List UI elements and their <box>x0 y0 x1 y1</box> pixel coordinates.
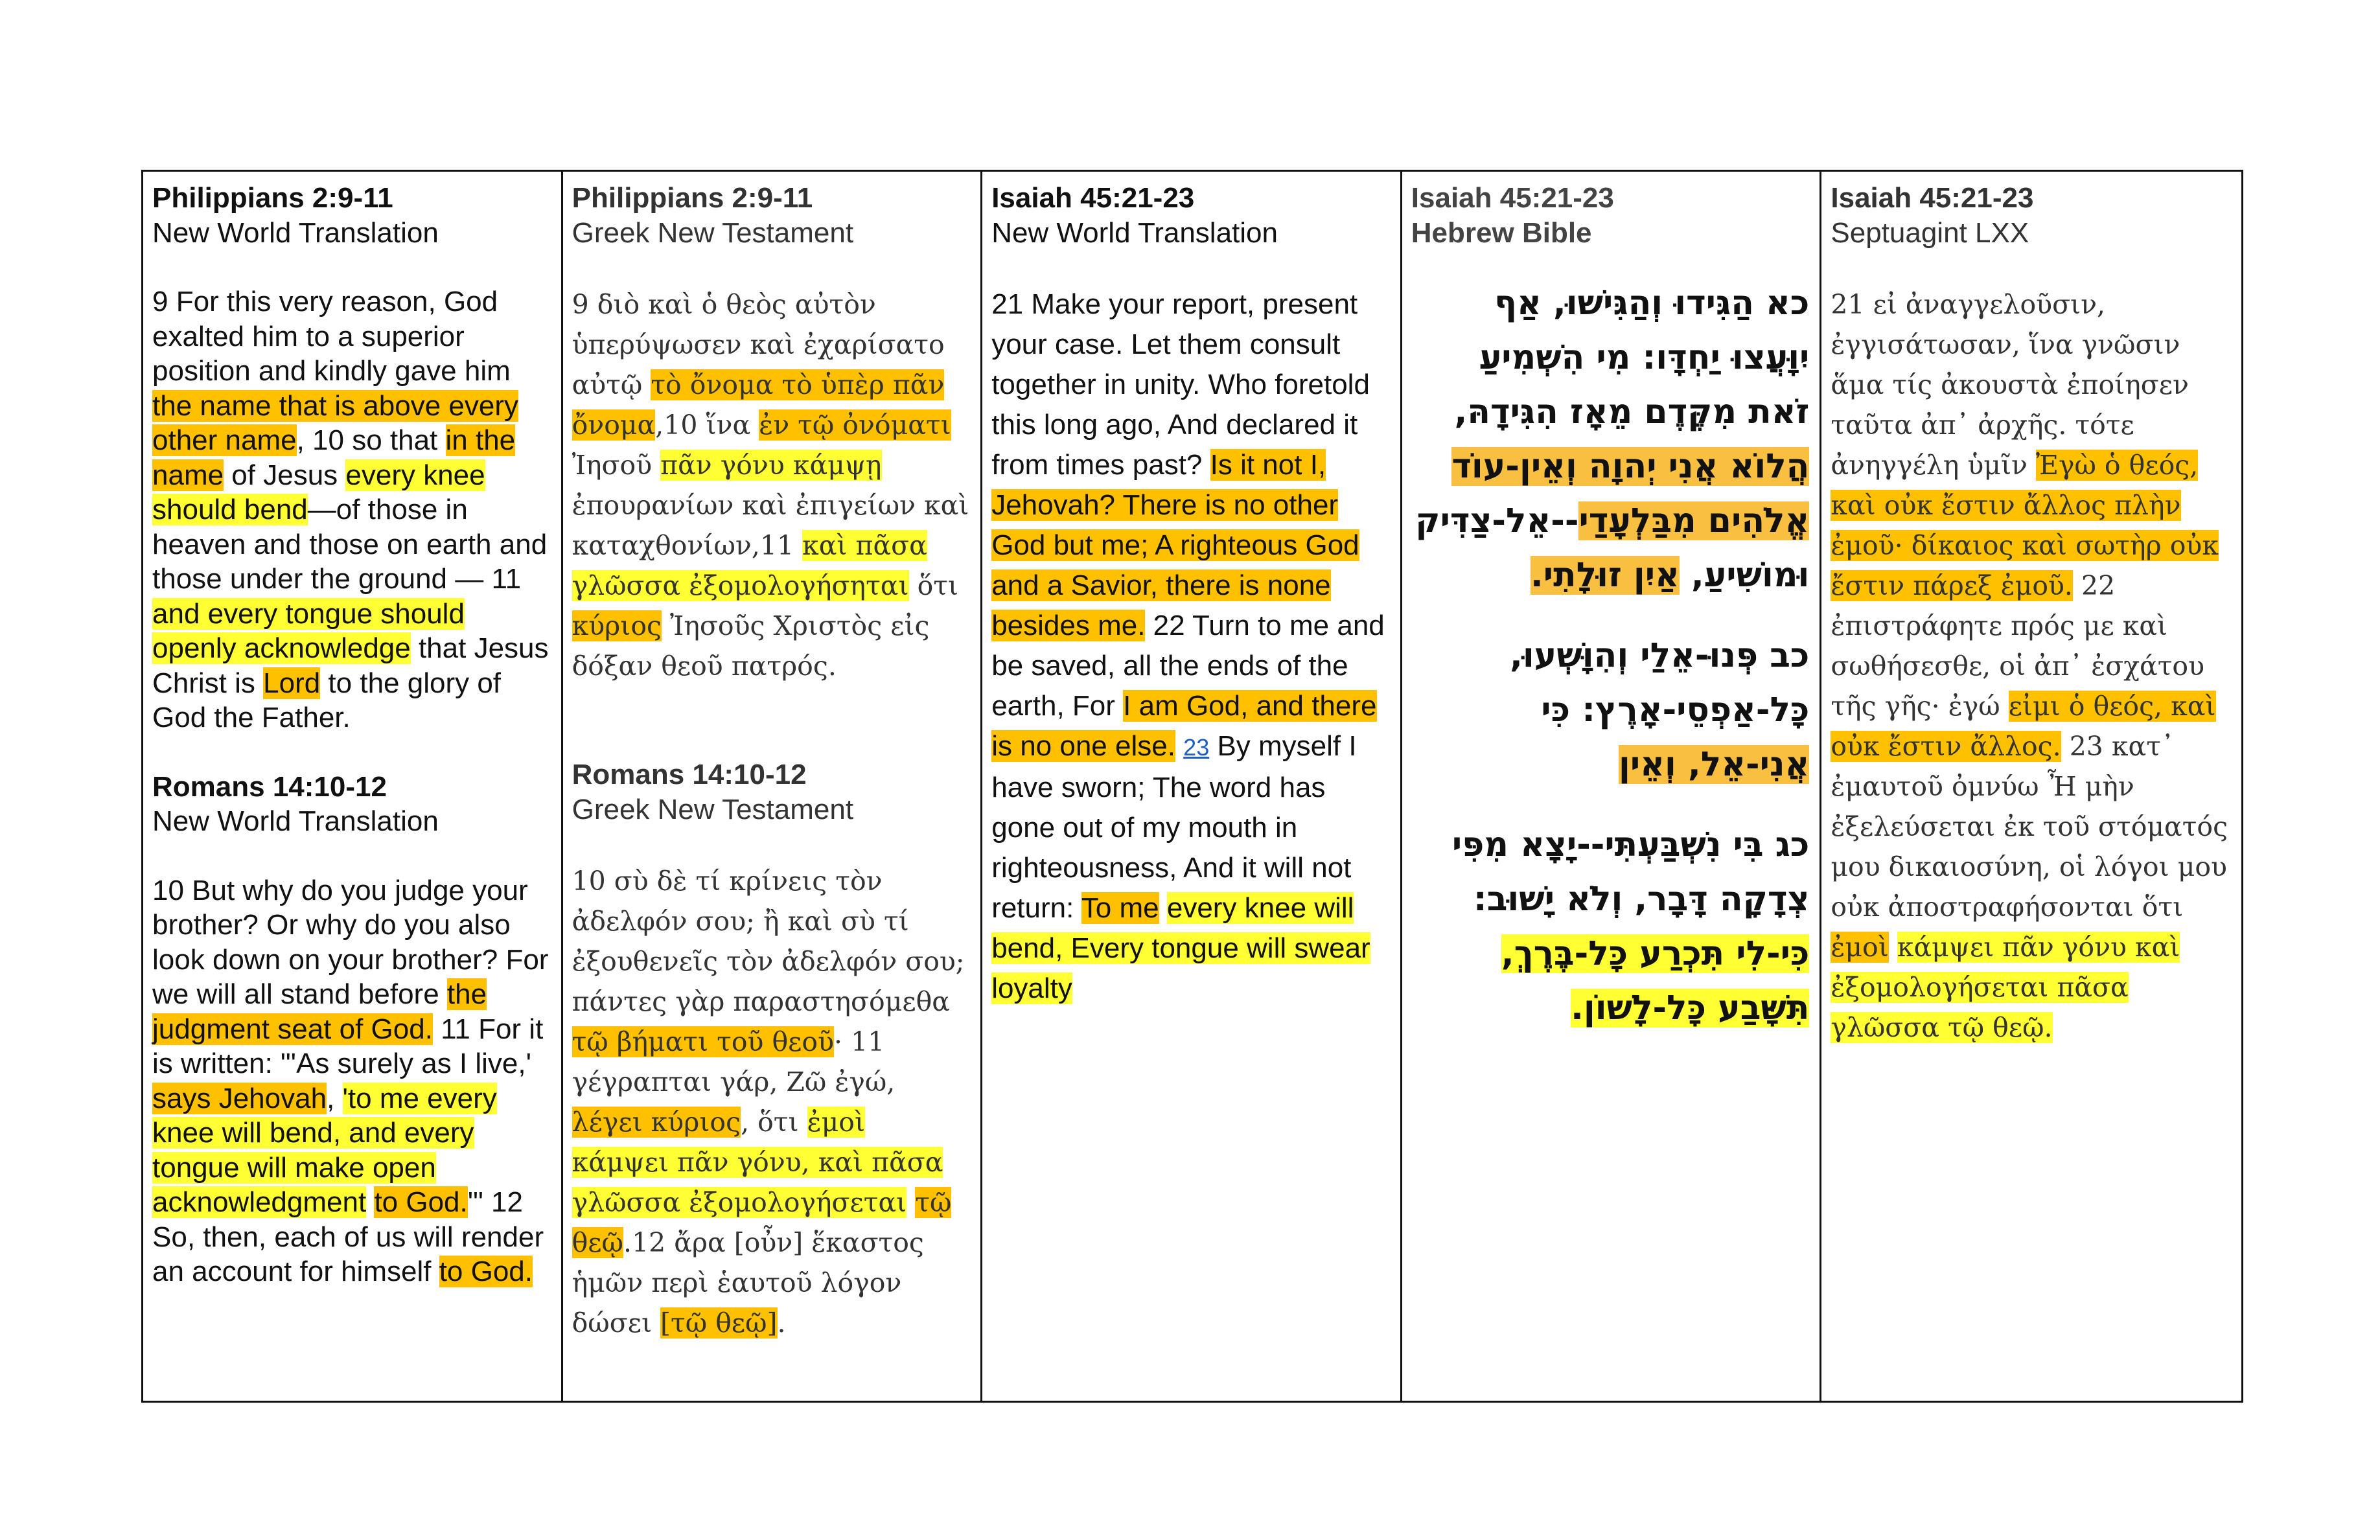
highlight-orange: τῷ θεῷ <box>572 1187 952 1258</box>
highlight-yellow: every knee should bend <box>152 459 485 525</box>
text-span: Ἰησοῦς Χριστὸς εἰς δόξαν θεοῦ πατρός. <box>572 610 930 682</box>
highlight-orange: ἐν τῷ ὀνόματι <box>759 409 951 441</box>
highlight-yellow: כִּי-לִי תִּכְרַע כָּל-בֶּרֶךְ, תִּשָּׁבַע כָּל-לָשׁוֹן. <box>1501 934 1810 1028</box>
passage-text <box>1411 818 1810 1035</box>
highlight-orange: Lord <box>263 667 321 699</box>
translation-name: New World Translation <box>991 216 1278 249</box>
text-span: 11 For it is written: "'As surely as I live,' <box>152 1013 544 1079</box>
reference-heading: Isaiah 45:21-23 <box>991 182 1195 214</box>
column-philippians-nwt <box>143 172 563 1401</box>
highlight-orange: says Jehovah <box>152 1082 327 1114</box>
translation-name: Greek New Testament <box>572 216 854 249</box>
passage-text <box>1411 628 1810 792</box>
text-span: 10 σὺ δὲ τί κρίνεις τὸν ἀδελφόν σου; ἢ καὶ σὺ τί ἐξουθενεῖς τὸν ἀδελφόν σου; πάντες γὰρ παραστησόμεθα <box>572 866 965 1017</box>
translation-name: Greek New Testament <box>572 793 854 825</box>
text-span: , ὅτι <box>741 1107 807 1138</box>
text-span: 22 Turn to me and be saved, all the ends of the earth, For <box>991 610 1385 722</box>
text-span: of Jesus <box>224 459 346 491</box>
text-span: כא הַגִּידוּ וְהַגִּישׁוּ, אַף יִוָּעֲצוּ יַחְדָּו: מִי הִשְׁמִיעַ זֹאת מִקֶּדֶם מֵאָז הִגִּידָהּ, <box>1454 284 1810 431</box>
highlight-orange: the name that is above every other name <box>152 389 518 456</box>
highlight-orange: in the name <box>152 424 516 491</box>
highlight-orange: τῷ βήματι τοῦ θεοῦ <box>572 1026 834 1057</box>
verse-23-link[interactable]: 23 <box>1183 734 1210 761</box>
text-span: Ἰησοῦ <box>572 450 661 481</box>
passage-text <box>152 284 551 735</box>
highlight-orange: Ἐγὼ ὁ θεός, καὶ οὐκ ἔστιν ἄλλος πλὴν ἐμοῦ· δίκαιος καὶ σωτὴρ οὐκ ἔστιν πάρεξ ἐμοῦ. <box>1831 450 2219 601</box>
text-span: 22 ἐπιστράφητε πρός με καὶ σωθήσεσθε, οἱ ἀπ᾽ ἐσχάτου τῆς γῆς· ἐγώ <box>1831 570 2205 722</box>
passage-text <box>991 284 1390 1009</box>
translation-name: Septuagint LXX <box>1831 216 2029 249</box>
text-span: 23 κατ᾽ ἐμαυτοῦ ὀμνύω Ἦ μὴν ἐξελεύσεται ἐκ τοῦ στόματός μου δικαιοσύνη, οἱ λόγοι μου οὐκ ἀποστραφήσονται ὅτι <box>1831 731 2228 923</box>
reference-heading: Romans 14:10-12 <box>152 770 387 803</box>
text-span: ὅτι <box>908 570 959 601</box>
passage-text <box>572 284 971 686</box>
column-isaiah-lxx <box>1821 172 2241 1401</box>
highlight-orange: the judgment seat of God. <box>152 978 487 1045</box>
highlight-orange: הֲלוֹא אֲנִי יְהוָה וְאֵין-עוֹד אֱלֹהִים מִבַּלְעָדַי <box>1451 447 1810 540</box>
comparison-table <box>141 170 2243 1403</box>
highlight-yellow: ἐμοὶ κάμψει πᾶν γόνυ, καὶ πᾶσα γλῶσσα ἐξομολογήσεται <box>572 1107 943 1218</box>
highlight-orange: [τῷ θεῷ] <box>660 1307 778 1339</box>
column-isaiah-nwt <box>982 172 1402 1401</box>
highlight-orange: To me <box>1081 892 1159 924</box>
text-span: , <box>327 1082 343 1114</box>
highlight-yellow: 'to me every knee will bend, and every tongue will make open acknowledgment <box>152 1082 497 1218</box>
highlight-yellow: every knee will bend, Every tongue will swear loyalty <box>991 892 1370 1004</box>
passage-text <box>1411 276 1810 603</box>
text-span <box>1889 932 1897 963</box>
text-span: that Jesus Christ is <box>152 632 549 699</box>
highlight-orange: אַיִן זוּלָתִי. <box>1531 556 1680 595</box>
text-span: --אֵל-צַדִּיק וּמוֹשִׁיעַ, <box>1415 501 1810 595</box>
highlight-orange: to God. <box>439 1256 533 1287</box>
passage-text <box>572 861 971 1343</box>
text-span <box>366 1186 374 1218</box>
text-span: 21 Make your report, present your case. Let them consult together in unity. Who foretold this long ago, And declared it from times past? <box>991 288 1370 481</box>
highlight-orange: I am God, and there is no one else. <box>991 690 1377 762</box>
highlight-orange: to God. <box>374 1186 468 1218</box>
highlight-orange: τὸ ὄνομα τὸ ὑπὲρ πᾶν ὄνομα <box>572 369 945 441</box>
text-span: 9 For this very reason, God exalted him to a superior position and kindly gave him <box>152 286 511 387</box>
passage-text <box>152 873 551 1289</box>
text-span <box>1159 892 1167 924</box>
passage-text <box>1831 284 2231 1048</box>
highlight-orange: εἰμι ὁ θεός, καὶ οὐκ ἔστιν ἄλλος. <box>1831 691 2216 762</box>
text-span: .12 ἄρα [οὖν] ἕκαστος ἡμῶν περὶ ἑαυτοῦ λόγον δώσει <box>572 1227 924 1339</box>
reference-heading: Philippians 2:9-11 <box>572 182 813 214</box>
highlight-yellow: πᾶν γόνυ κάμψῃ <box>660 450 882 481</box>
highlight-orange: אֲנִי-אֵל, וְאֵין <box>1619 745 1810 784</box>
text-span: —of those in heaven and those on earth and those under the ground — 11 <box>152 494 548 595</box>
reference-heading: Romans 14:10-12 <box>572 759 807 790</box>
text-span: ἐπουρανίων καὶ ἐπιγείων καὶ καταχθονίων,11 <box>572 490 969 561</box>
translation-name: New World Translation <box>152 805 439 837</box>
reference-heading: Isaiah 45:21-23 <box>1831 182 2034 214</box>
text-span: 21 εἰ ἀναγγελοῦσιν, ἐγγισάτωσαν, ἵνα γνῶσιν ἅμα τίς ἀκουστὰ ἐποίησεν ταῦτα ἀπ᾽ ἀρχῆς. τότε ἀνηγγέλη ὑμῖν <box>1831 289 2189 481</box>
highlight-yellow: καὶ πᾶσα γλῶσσα ἐξομολογήσηται <box>572 530 927 601</box>
text-span: כג בִּי נִשְׁבַּעְתִּי--יָצָא מִפִּי צְדָקָה דָּבָר, וְלֹא יָשׁוּב: <box>1451 825 1810 919</box>
highlight-yellow: and every tongue should openly acknowledge <box>152 597 465 664</box>
text-span: . <box>777 1307 786 1339</box>
column-philippians-greek <box>563 172 983 1401</box>
text-span: ,10 ἵνα <box>655 409 759 441</box>
text-span: '" 12 So, then, each of us will render an account for himself <box>152 1186 544 1287</box>
text-span: By myself I have sworn; The word has gone out of my mouth in righteousness, And it will not return: <box>991 730 1357 924</box>
translation-name: Hebrew Bible <box>1411 216 1592 249</box>
text-span: 10 But why do you judge your brother? Or why do you also look down on your brother? For we will all stand before <box>152 874 549 1010</box>
text-span: , 10 so that <box>296 424 446 456</box>
text-span: · 11 γέγραπται γάρ, Ζῶ ἐγώ, <box>572 1026 895 1098</box>
highlight-orange: λέγει κύριος <box>572 1107 741 1138</box>
translation-name: New World Translation <box>152 216 439 249</box>
column-isaiah-hebrew <box>1402 172 1822 1401</box>
highlight-orange: ἐμοὶ <box>1831 932 1889 963</box>
text-span: 9 διὸ καὶ ὁ θεὸς αὐτὸν ὑπερύψωσεν καὶ ἐχαρίσατο αὐτῷ <box>572 289 945 400</box>
text-span: כב פְּנוּ-אֵלַי וְהִוָּשְׁעוּ, כָּל-אַפְסֵי-אָרֶץ: כִּי <box>1510 636 1810 730</box>
text-span: to the glory of God the Father. <box>152 667 502 733</box>
reference-heading: Isaiah 45:21-23 <box>1411 182 1614 214</box>
highlight-orange: Is it not I, Jehovah? There is no other God but me; A righteous God and a Savior, there is none besides me. <box>991 449 1359 641</box>
highlight-yellow: κάμψει πᾶν γόνυ καὶ ἐξομολογήσεται πᾶσα γλῶσσα τῷ θεῷ. <box>1831 932 2180 1043</box>
text-span <box>907 1187 915 1218</box>
reference-heading: Philippians 2:9-11 <box>152 182 393 214</box>
highlight-orange: κύριος <box>572 610 662 641</box>
